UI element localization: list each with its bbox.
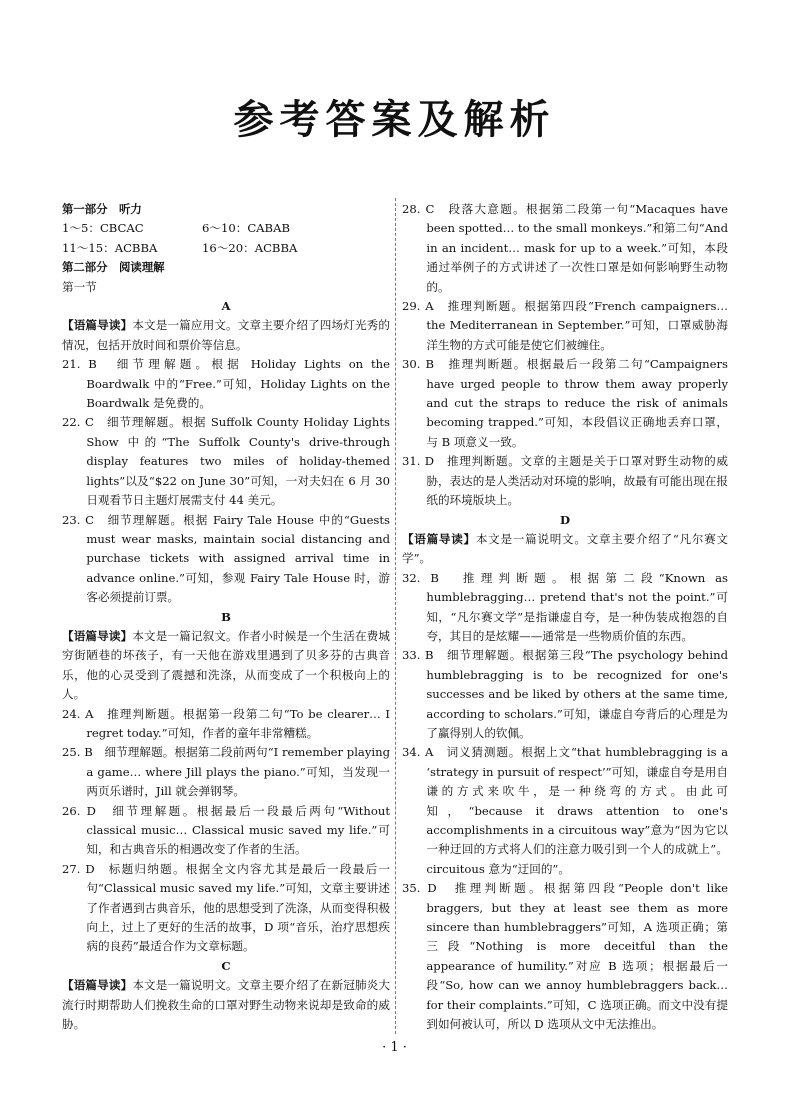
page-title: 参考答案及解析 xyxy=(233,97,556,143)
guide-label: 【语篇导读】 xyxy=(62,628,133,643)
answer-explanation: 21. B 细节理解题。根据 Holiday Lights on the Boardwalk 中的“Free.”可知，Holiday Lights on the Boardwalk 是免费的。 xyxy=(62,357,390,411)
answer-explanation: 33. B 细节理解题。根据第三段“The psychology behind humblebragging is to be recognized for one's successes and be liked by others at the same time, according to scholars.”可知，谦虚自夸背后的心理是为了赢得别人的钦佩。 xyxy=(402,648,728,740)
passage-guide xyxy=(62,627,390,705)
section-label: 第一节 xyxy=(62,279,97,294)
passage-label: A xyxy=(221,299,231,314)
guide-text: 本文是一篇记叙文。作者小时候是一个生活在费城穷街陋巷的坏孩子，有一天他在游戏里遇到了贝多芬的古典音乐，他的心灵受到了震撼和洗涤，从而变成了一个积极向上的人。 xyxy=(62,628,390,702)
passage-label: D xyxy=(559,512,571,527)
right-column xyxy=(402,200,728,1034)
guide-label: 【语篇导读】 xyxy=(402,531,476,546)
answer-row xyxy=(62,219,390,238)
answer-explanation: 30. B 推理判断题。根据最后一段第二句“Campaigners have urged people to throw them away properly and cut the straps to reduce the risk of animals becoming trapped.”可知，本段倡议正确地丢弃口罩，与 B 项意义一致。 xyxy=(402,357,728,449)
guide-label: 【语篇导读】 xyxy=(62,978,133,993)
answer-explanation: 29. A 推理判断题。根据第四段“French campaigners… the Mediterranean in September.”可知，口罩威胁海洋生物的方式可能是使它们被缠住。 xyxy=(402,299,728,352)
answer-explanation: 28. C 段落大意题。根据第二段第一句“Macaques have been spotted… to the small monkeys.”和第二句“And in an incident… mask for up to a week.”可知，本段通过举例子的方式讲述了一次性口罩是如何影响野生动物的。 xyxy=(402,202,728,294)
guide-text: 本文是一篇应用文。文章主要介绍了四场灯光秀的情况，包括开放时间和票价等信息。 xyxy=(62,318,390,352)
answer-explanation: 23. C 细节理解题。根据 Fairy Tale House 中的“Guests must wear masks, maintain social distancing and purchase tickets with assigned arrival time in advance online.”可知，参观 Fairy Tale House 时，游客必须提前订票。 xyxy=(62,512,390,605)
answer-explanation: 25. B 细节理解题。根据第二段前两句“I remember playing a game… where Jill plays the piano.”可知，当发现一两页乐谱时，Jill 就会弹钢琴。 xyxy=(62,745,390,799)
guide-text: 本文是一篇说明文。文章主要介绍了在新冠肺炎大流行时期帮助人们挽救生命的口罩对野生动物来说却是致命的威胁。 xyxy=(62,978,390,1032)
passage-guide xyxy=(62,976,390,1034)
answer-explanation: 35. D 推理判断题。根据第四段“People don't like braggers, but they at least see them as more sincere than humblebraggers”可知，A 选项正确；第三段“Nothing is more deceitful than the appearance of humility.”对应 B 选项；根据最后一段“So, how can we annoy humblebraggers back… for their complaints.”可知，C 选项正确。而文中没有提到如何被认可，所以 D 选项从文中无法推出。 xyxy=(402,881,728,1032)
passage-label: C xyxy=(221,958,231,973)
answer-explanation: 22. C 细节理解题。根据 Suffolk County Holiday Lights Show 中的“The Suffolk County's drive-through display features two miles of holiday-themed lights”以及“$22 on June 30”可知，一对夫妇在 6 月 30 日观看节日主题灯展需支付 44 美元。 xyxy=(62,415,390,508)
answer-cell: 11～15：ACBBA xyxy=(62,240,158,255)
answer-explanation: 32. B 推理判断题。根据第二段“Known as humblebragging… pretend that's not the point.”可知，“凡尔赛文学”是指谦虚自夸，是一种伪装成抱怨的自夸，其目的是炫耀——通常是一些物质价值的东西。 xyxy=(402,570,728,643)
answer-row xyxy=(62,239,390,258)
passage-guide xyxy=(402,530,728,569)
part2-heading: 第二部分 阅读理解 xyxy=(62,260,165,275)
answer-cell: 6～10：CABAB xyxy=(202,221,290,236)
answer-cell: 1～5：CBCAC xyxy=(62,221,144,236)
left-column xyxy=(62,200,390,1034)
answer-cell: 16～20：ACBBA xyxy=(202,240,298,255)
column-divider xyxy=(395,198,396,1034)
guide-text: 本文是一篇说明文。文章主要介绍了“凡尔赛文学”。 xyxy=(402,531,728,566)
answer-explanation: 24. A 推理判断题。根据第一段第二句“To be clearer… I regret today.”可知，作者的童年非常糟糕。 xyxy=(62,706,390,740)
passage-label: B xyxy=(221,609,231,624)
page-number: · 1 · xyxy=(382,1040,407,1055)
passage-guide xyxy=(62,316,390,355)
answer-explanation: 27. D 标题归纳题。根据全文内容尤其是最后一段最后一句“Classical music saved my life.”可知，文章主要讲述了作者遇到古典音乐，他的思想受到了洗涤，从而变得积极向上，过上了更好的生活的故事，D 项“音乐，治疗思想疾病的良药”最适合作为文章标题。 xyxy=(62,861,390,954)
answer-explanation: 31. D 推理判断题。文章的主题是关于口罩对野生动物的威胁，表达的是人类活动对环境的影响，故最有可能出现在报纸的环境版块上。 xyxy=(402,454,728,508)
guide-label: 【语篇导读】 xyxy=(62,318,133,333)
part1-heading: 第一部分 听力 xyxy=(62,202,142,216)
answer-explanation: 34. A 词义猜测题。根据上文“that humblebragging is a ‘strategy in pursuit of respect’”可知，谦虚自夸是用自谦的方式来吹牛，是一种绕弯的方式。由此可知，“because it draws attention to one's accomplishments in a circuitous way”意为“因为它以一种迂回的方式将人们的注意力吸引到一个人的成就上”。circuitous 意为“迂回的”。 xyxy=(402,745,728,876)
answer-explanation: 26. D 细节理解题。根据最后一段最后两句“Without classical music… Classical music saved my life.”可知，和古典音乐的相遇改变了作者的生活。 xyxy=(62,803,390,857)
